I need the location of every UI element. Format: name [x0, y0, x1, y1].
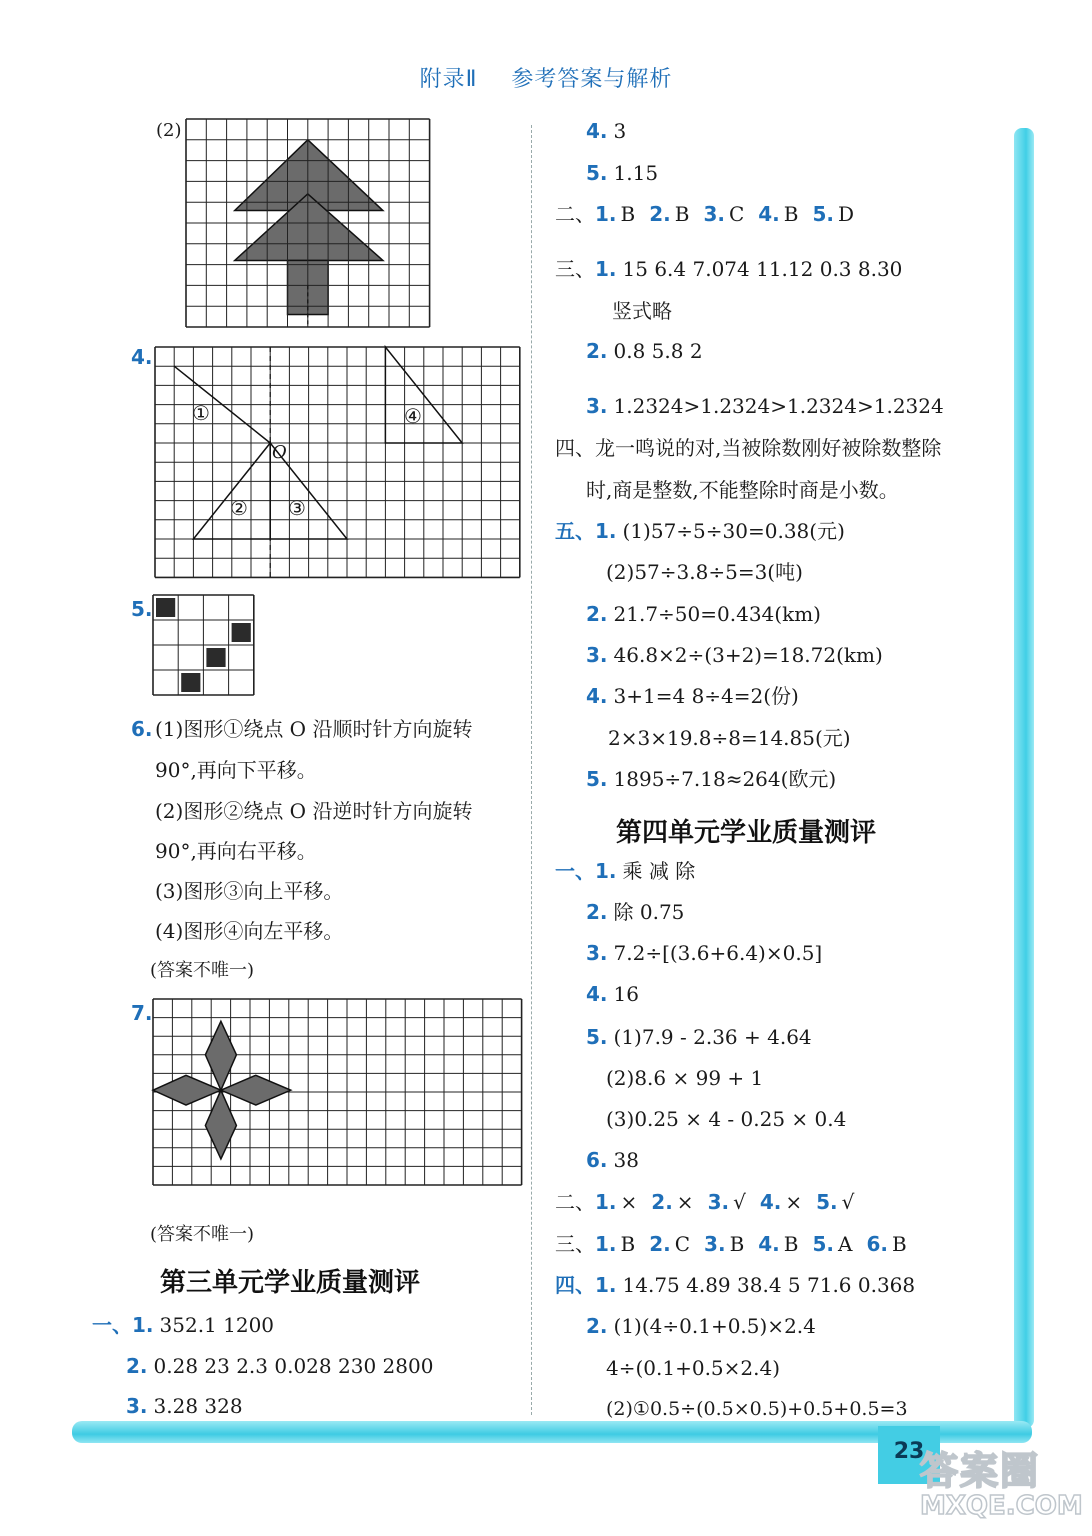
item-answer: C — [674, 1232, 691, 1256]
item-number: 2. — [649, 202, 671, 226]
item-answer: D — [838, 202, 855, 226]
item-answer: B — [620, 202, 636, 226]
answer-text: 21.7÷50=0.434(km) — [613, 602, 821, 626]
q5-label: 5. — [131, 597, 153, 621]
tree-grid-figure — [186, 119, 430, 327]
answer-text: 2×3×19.8÷8=14.85(元) — [608, 726, 851, 750]
answer-num: 四、1. — [555, 1273, 617, 1297]
section-prefix: 二、 — [555, 1190, 595, 1214]
answer-text: 1895÷7.18≈264(欧元) — [613, 767, 837, 791]
answer-num: 5. — [586, 1025, 608, 1049]
item-answer: B — [620, 1232, 636, 1256]
explanation-line: 四、龙一鸣说的对,当被除数刚好被除数整除 — [555, 436, 942, 460]
answer-text: 3+1=4 8÷4=2(份) — [613, 684, 799, 708]
answer-num: 5. — [586, 161, 608, 185]
page-number: 23 — [878, 1426, 940, 1484]
q6-line: 90°,再向右平移。 — [155, 839, 317, 863]
answer-num: 2. — [586, 339, 608, 363]
item-number: 1. — [595, 202, 617, 226]
unit3-answer: 3.28 328 — [153, 1394, 243, 1418]
q4-mark-2: ② — [230, 496, 248, 520]
q4-mark-3: ③ — [288, 496, 306, 520]
section-prefix: 二、 — [555, 202, 595, 226]
answer-text: 1.15 — [613, 161, 659, 185]
item-number: 3. — [707, 1190, 730, 1214]
page-header — [0, 62, 1092, 93]
rotation-grid-figure — [155, 347, 519, 577]
filled-cell — [206, 648, 225, 667]
answer-num: 1. — [595, 257, 617, 281]
answer-text: 乘 减 除 — [622, 859, 696, 883]
answer-num: 一、1. — [555, 859, 617, 883]
filled-cell — [232, 623, 251, 642]
choice-answers-2 — [555, 201, 854, 227]
q6-line: (4)图形④向左平移。 — [155, 919, 344, 943]
unit3-answer: 352.1 1200 — [159, 1313, 275, 1337]
watermark-text: 答案圈 — [920, 1449, 1041, 1493]
watermark-logo — [920, 1440, 1090, 1536]
q6-number: 6. — [131, 717, 153, 741]
filled-cell — [181, 673, 200, 692]
q7-label: 7. — [131, 1001, 153, 1025]
watermark-url: MXQE.COM — [920, 1491, 1083, 1521]
item-number: 6. — [866, 1232, 888, 1256]
answer-text: (1)57÷5÷30=0.38(元) — [622, 519, 845, 543]
unit3-answer: 0.28 23 2.3 0.028 230 2800 — [153, 1354, 434, 1378]
q6-line: 90°,再向下平移。 — [155, 758, 317, 782]
fig2-label: (2) — [156, 120, 182, 141]
answer-text: 0.8 5.8 2 — [613, 339, 703, 363]
item-answer: √ — [841, 1190, 855, 1214]
answer-text: 7.2÷[(3.6+6.4)×0.5] — [613, 941, 823, 965]
answer-num: 4. — [586, 119, 608, 143]
kite-bottom — [205, 1090, 236, 1159]
item-number: 5. — [812, 1232, 834, 1256]
unit3-title: 第三单元学业质量测评 — [160, 1268, 421, 1298]
item-number: 2. — [649, 1232, 671, 1256]
answer-num: 3. — [586, 643, 608, 667]
item-answer: C — [728, 202, 745, 226]
answer-text: 15 6.4 7.074 11.12 0.3 8.30 — [622, 257, 903, 281]
answer-text: 16 — [613, 982, 639, 1006]
answer-text: (2)57÷3.8÷5=3(吨) — [606, 560, 803, 584]
q6-note: (答案不唯一) — [150, 960, 255, 981]
item-answer: × — [676, 1190, 694, 1214]
explanation-line: 时,商是整数,不能整除时商是小数。 — [586, 478, 899, 502]
item-number: 5. — [816, 1190, 838, 1214]
judge-answers — [555, 1189, 854, 1215]
calc-note: 竖式略 — [612, 299, 672, 323]
item-answer: B — [729, 1232, 745, 1256]
answer-num: 五、1. — [555, 519, 617, 543]
item-number: 3. — [703, 202, 725, 226]
q6-line: (3)图形③向上平移。 — [155, 879, 344, 903]
item-number: 4. — [759, 1190, 782, 1214]
answer-text: 46.8×2÷(3+2)=18.72(km) — [613, 643, 883, 667]
q4-point-o: O — [272, 442, 287, 463]
q4-mark-1: ① — [192, 401, 210, 425]
q6-line: (1)图形①绕点 O 沿顺时针方向旋转 — [155, 717, 473, 741]
kite-top — [205, 1021, 236, 1090]
item-answer: A — [838, 1232, 853, 1256]
answer-text: 3 — [613, 119, 627, 143]
unit3-num: 2. — [126, 1354, 148, 1378]
answer-text: 14.75 4.89 38.4 5 71.6 0.368 — [622, 1273, 916, 1297]
section-prefix: 三、 — [555, 257, 595, 281]
answer-text: (1)(4÷0.1+0.5)×2.4 — [613, 1314, 816, 1338]
item-number: 3. — [704, 1232, 726, 1256]
kite-grid-figure — [153, 999, 522, 1185]
q4-label: 4. — [131, 345, 153, 369]
item-answer: √ — [733, 1190, 746, 1214]
filled-cell — [156, 598, 175, 617]
answer-num: 2. — [586, 900, 608, 924]
item-answer: B — [674, 202, 690, 226]
answer-num: 4. — [586, 982, 608, 1006]
answer-text: 除 0.75 — [613, 900, 685, 924]
q7-note: (答案不唯一) — [150, 1224, 255, 1245]
item-answer: × — [785, 1190, 803, 1214]
unit3-num: 一、1. — [92, 1313, 154, 1337]
answer-text: (2)8.6 × 99 + 1 — [606, 1066, 764, 1090]
answer-text: (1)7.9 - 2.36 + 4.64 — [613, 1025, 812, 1049]
item-number: 4. — [758, 1232, 780, 1256]
q6-line: (2)图形②绕点 O 沿逆时针方向旋转 — [155, 799, 473, 823]
item-number: 2. — [651, 1190, 673, 1214]
answer-text: 38 — [613, 1148, 639, 1172]
header-appendix: 附录Ⅱ — [419, 67, 478, 92]
item-answer: × — [620, 1190, 638, 1214]
answer-num: 6. — [586, 1148, 608, 1172]
item-number: 1. — [595, 1190, 617, 1214]
unit4-title: 第四单元学业质量测评 — [616, 818, 877, 848]
answer-num: 5. — [586, 767, 608, 791]
answer-text: 4÷(0.1+0.5×2.4) — [606, 1356, 781, 1380]
answer-num: 3. — [586, 941, 608, 965]
small-grid-figure — [153, 595, 255, 695]
choice-answers-3 — [555, 1231, 907, 1257]
item-number: 1. — [595, 1232, 617, 1256]
item-answer: B — [783, 1232, 799, 1256]
column-divider — [531, 125, 532, 1415]
answer-num: 2. — [586, 602, 608, 626]
item-answer: B — [891, 1232, 907, 1256]
answer-text: (3)0.25 × 4 - 0.25 × 0.4 — [606, 1107, 847, 1131]
answer-num: 3. — [586, 394, 608, 418]
answer-num: 2. — [586, 1314, 608, 1338]
answer-num: 4. — [586, 684, 608, 708]
answer-text: 1.2324>1.2324>1.2324>1.2324 — [613, 394, 944, 418]
q4-mark-4: ④ — [404, 404, 422, 428]
header-title: 参考答案与解析 — [511, 67, 673, 92]
cyan-side-bar — [1014, 128, 1034, 1428]
unit3-num: 3. — [126, 1394, 148, 1418]
kite-right — [221, 1075, 291, 1105]
item-number: 5. — [812, 202, 834, 226]
item-answer: B — [783, 202, 799, 226]
section-prefix: 三、 — [555, 1232, 595, 1256]
answer-text: (2)①0.5÷(0.5×0.5)+0.5+0.5=3 — [606, 1398, 908, 1420]
item-number: 4. — [758, 202, 780, 226]
